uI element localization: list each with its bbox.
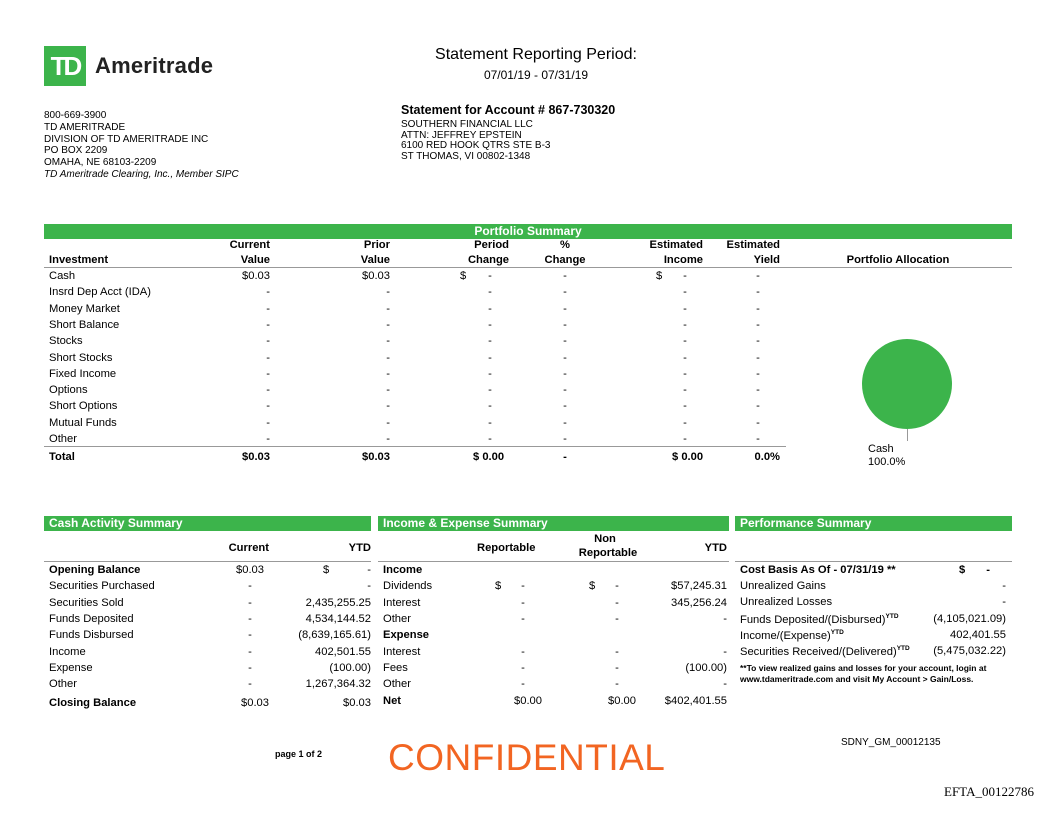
table-row-investment: Fixed Income (49, 367, 117, 380)
cash-row-ytd: 402,501.55 (315, 645, 371, 658)
portfolio-summary-title: Portfolio Summary (44, 224, 1012, 239)
income-row-label: Other (383, 678, 411, 691)
period-title: Statement Reporting Period: (435, 46, 637, 63)
total-est-yield: 0.0% (754, 451, 780, 463)
table-row-investment: Short Options (49, 400, 118, 413)
portfolio-allocation-pie (862, 339, 952, 429)
table-row-investment: Cash (49, 270, 76, 282)
cash-row-ytd: (100.00) (329, 661, 371, 674)
cash-row-label: Funds Deposited (49, 612, 134, 625)
table-cell-period-change: - (488, 416, 492, 429)
table-cell-period-symbol: $ (460, 270, 467, 282)
firm-line: OMAHA, NE 68103-2209 (44, 157, 157, 169)
table-cell-est-income: - (683, 351, 687, 364)
cash-row-current: - (248, 629, 252, 642)
cash-row-label: Securities Purchased (49, 580, 155, 593)
table-cell-current-value: - (266, 367, 270, 380)
period-range: 07/01/19 - 07/31/19 (483, 68, 589, 82)
table-cell-est-yield: - (756, 351, 760, 364)
col-period-1: Period (474, 239, 509, 251)
gain-loss-note-1: **To view realized gains and losses for your account, login at (740, 663, 987, 673)
table-row-investment: Money Market (49, 302, 120, 315)
income-row-ytd: - (723, 678, 727, 691)
income-row-label: Expense (383, 629, 430, 642)
cash-row-current: - (248, 678, 252, 691)
col-pct-2: Change (544, 254, 586, 266)
bates-efta: EFTA_00122786 (944, 784, 1034, 799)
gain-loss-note-2: www.tdameritrade.com and visit My Account > Gain/Loss. (740, 674, 974, 684)
col-est-income-1: Estimated (649, 239, 703, 251)
total-current: $0.03 (242, 451, 270, 463)
td-ameritrade-logo (44, 46, 213, 86)
performance-row-value: - (1002, 580, 1006, 592)
closing-label: Closing Balance (49, 697, 137, 709)
table-cell-est-yield: - (756, 400, 760, 413)
logo-wordmark: Ameritrade (95, 53, 214, 78)
table-cell-pct-change: - (563, 270, 567, 282)
divider (735, 561, 1012, 562)
cost-basis-value: - (986, 564, 990, 576)
col-current-1: Current (229, 239, 270, 251)
table-cell-current-value: - (266, 433, 270, 445)
table-cell-est-yield: - (756, 416, 760, 429)
cash-row-ytd: (8,639,165.61) (298, 629, 371, 642)
cost-basis-label: Cost Basis As Of - 07/31/19 ** (740, 564, 896, 576)
account-title: Statement for Account # 867-730320 (401, 103, 616, 117)
col-prior-2: Value (360, 254, 390, 266)
ytd-superscript: YTD (830, 628, 844, 636)
income-row-ytd: 345,256.24 (671, 596, 727, 609)
table-cell-pct-change: - (563, 318, 567, 331)
confidential-stamp: CONFIDENTIAL (388, 737, 666, 778)
firm-address-block (44, 110, 239, 181)
cash-row-ytd: 1,267,364.32 (305, 678, 371, 691)
total-pct-change: - (563, 451, 567, 463)
col-est-income-2: Income (663, 254, 703, 266)
total-est-income: $ 0.00 (672, 451, 704, 463)
table-cell-prior-value: - (386, 400, 390, 413)
account-address-block (401, 120, 551, 162)
table-row-investment: Stocks (49, 335, 83, 348)
col-est-yield-2: Yield (753, 254, 780, 266)
cash-row-label: Other (49, 678, 77, 691)
account-line: ATTN: JEFFREY EPSTEIN (401, 129, 522, 141)
table-cell-prior-value: - (386, 286, 390, 299)
cash-row-label: Expense (49, 661, 93, 674)
net-ytd: $402,401.55 (664, 695, 727, 707)
page-number: page 1 of 2 (275, 749, 323, 759)
firm-line: PO BOX 2209 (44, 145, 108, 157)
table-cell-prior-value: $0.03 (362, 270, 390, 282)
income-row-ytd: - (723, 612, 727, 625)
table-cell-current-value: - (266, 286, 270, 299)
cash-row-label: Opening Balance (49, 564, 141, 576)
performance-row-label: Unrealized Gains (740, 580, 826, 592)
cash-row-ytd: 4,534,144.52 (305, 612, 371, 625)
firm-line: DIVISION OF TD AMERITRADE INC (44, 133, 209, 145)
income-expense-title: Income & Expense Summary (378, 516, 729, 531)
table-row-investment: Mutual Funds (49, 416, 117, 429)
table-row-investment: Short Stocks (49, 351, 113, 364)
closing-ytd: $0.03 (343, 697, 371, 709)
cash-row-current: - (248, 661, 252, 674)
total-prior: $0.03 (362, 451, 390, 463)
table-cell-est-yield: - (756, 384, 760, 397)
income-row-nonreportable: - (615, 612, 619, 625)
table-cell-period-change: - (488, 286, 492, 299)
performance-row-label: Funds Deposited/(Disbursed)$^{YTD}$ (740, 612, 899, 626)
cash-row-current: - (248, 580, 252, 593)
income-row-reportable: - (521, 596, 525, 609)
divider (378, 561, 729, 562)
divider (44, 561, 371, 562)
table-row-investment: Insrd Dep Acct (IDA) (49, 286, 151, 299)
pie-leader-line (907, 429, 908, 441)
table-cell-pct-change: - (563, 286, 567, 299)
income-row-ytd: - (723, 645, 727, 658)
firm-line: TD AMERITRADE (44, 121, 126, 133)
table-cell-est-income: - (683, 318, 687, 331)
performance-row-value: (5,475,032.22) (933, 645, 1006, 658)
cash-activity-title: Cash Activity Summary (44, 516, 371, 531)
col-pct-1: % (560, 239, 570, 251)
table-cell-est-income: - (683, 335, 687, 348)
table-cell-est-income: - (683, 286, 687, 299)
table-cell-prior-value: - (386, 367, 390, 380)
table-cell-est-yield: - (756, 302, 760, 315)
performance-row-label: Securities Received/(Delivered)$^{YTD}$ (740, 645, 910, 659)
income-row-reportable: - (521, 580, 525, 593)
table-row-investment: Other (49, 433, 77, 445)
income-row-nonreportable: - (615, 661, 619, 674)
table-cell-pct-change: - (563, 335, 567, 348)
table-cell-period-change: - (488, 318, 492, 331)
income-row-label: Dividends (383, 580, 433, 593)
table-cell-est-yield: - (756, 433, 760, 445)
income-row-reportable: - (521, 661, 525, 674)
income-row-label: Fees (383, 661, 408, 674)
cash-row-current: $0.03 (236, 564, 264, 576)
cash-row-ytd: - (367, 564, 371, 576)
cost-basis-symbol: $ (959, 564, 966, 576)
table-cell-pct-change: - (563, 416, 567, 429)
total-label: Total (49, 451, 75, 463)
table-cell-est-income: - (683, 302, 687, 315)
income-row-nonreportable: - (615, 645, 619, 658)
income-row-reportable: - (521, 645, 525, 658)
cash-row-ytd: 2,435,255.25 (305, 596, 371, 609)
income-row-nonreportable-symbol: $ (589, 580, 596, 593)
table-cell-period-change: - (488, 302, 492, 315)
table-cell-est-yield: - (756, 367, 760, 380)
table-cell-prior-value: - (386, 433, 390, 445)
col-current-2: Value (240, 254, 270, 266)
table-cell-period-change: - (488, 351, 492, 364)
table-cell-period-change: - (488, 433, 492, 445)
table-cell-pct-change: - (563, 400, 567, 413)
table-cell-current-value: - (266, 384, 270, 397)
net-reportable: $0.00 (514, 695, 542, 707)
table-cell-prior-value: - (386, 318, 390, 331)
income-row-reportable: - (521, 678, 525, 691)
account-line: SOUTHERN FINANCIAL LLC (401, 119, 533, 130)
performance-row-label: Income/(Expense)$^{YTD}$ (740, 628, 844, 642)
table-cell-pct-change: - (563, 351, 567, 364)
inc-col-nonreportable-1: Non (594, 533, 616, 545)
ytd-superscript: YTD (896, 645, 910, 653)
net-label: Net (383, 695, 402, 707)
performance-row-label: Unrealized Losses (740, 596, 833, 609)
cash-row-label: Funds Disbursed (49, 629, 134, 642)
table-cell-income-symbol: $ (656, 270, 663, 282)
table-cell-prior-value: - (386, 335, 390, 348)
table-cell-est-yield: - (756, 286, 760, 299)
table-cell-prior-value: - (386, 416, 390, 429)
income-row-reportable: - (521, 612, 525, 625)
table-cell-period-change: - (488, 384, 492, 397)
income-row-ytd: (100.00) (685, 661, 727, 674)
income-row-nonreportable: - (615, 596, 619, 609)
income-row-nonreportable: - (615, 678, 619, 691)
cash-row-current: - (248, 612, 252, 625)
account-line: ST THOMAS, VI 00802-1348 (401, 150, 531, 162)
pie-label-percent: 100.0% (868, 455, 906, 468)
table-cell-prior-value: - (386, 302, 390, 315)
ytd-superscript: YTD (885, 612, 899, 620)
performance-row-value: 402,401.55 (950, 628, 1006, 641)
income-row-ytd: $57,245.31 (671, 580, 727, 593)
cash-row-label: Securities Sold (49, 596, 124, 609)
bates-sdny: SDNY_GM_00012135 (841, 737, 941, 748)
table-cell-period-change: - (488, 367, 492, 380)
col-prior-1: Prior (363, 239, 390, 251)
table-cell-period-change: - (488, 400, 492, 413)
col-portfolio-allocation: Portfolio Allocation (846, 254, 950, 266)
table-cell-pct-change: - (563, 433, 567, 445)
cash-row-label: Income (49, 645, 86, 658)
account-line: 6100 RED HOOK QTRS STE B-3 (401, 140, 551, 152)
performance-row-value: (4,105,021.09) (933, 612, 1006, 625)
col-est-yield-1: Estimated (726, 239, 780, 251)
table-cell-est-income: - (683, 416, 687, 429)
table-cell-pct-change: - (563, 302, 567, 315)
income-row-label: Other (383, 612, 411, 625)
cash-row-current: - (248, 645, 252, 658)
td-logo-mark: TD (44, 46, 86, 86)
divider (44, 267, 1012, 268)
table-cell-est-income: - (683, 433, 687, 445)
table-cell-current-value: $0.03 (242, 270, 270, 282)
table-cell-pct-change: - (563, 384, 567, 397)
col-investment: Investment (49, 254, 109, 266)
table-cell-current-value: - (266, 318, 270, 331)
table-cell-est-income: - (683, 367, 687, 380)
cash-row-current: - (248, 596, 252, 609)
table-cell-current-value: - (266, 416, 270, 429)
performance-summary-title: Performance Summary (735, 516, 1012, 531)
table-cell-period-change: - (488, 335, 492, 348)
table-cell-prior-value: - (386, 384, 390, 397)
table-cell-est-yield: - (756, 270, 760, 282)
table-cell-current-value: - (266, 400, 270, 413)
firm-sipc-line: TD Ameritrade Clearing, Inc., Member SIPC (44, 168, 239, 180)
table-row-investment: Short Balance (49, 318, 120, 331)
cash-col-current: Current (228, 542, 269, 554)
table-cell-est-income: - (683, 400, 687, 413)
table-cell-est-yield: - (756, 318, 760, 331)
col-period-2: Change (467, 254, 509, 266)
inc-col-nonreportable-2: Reportable (578, 547, 638, 559)
firm-line: 800-669-3900 (44, 110, 107, 121)
total-period-change: $ 0.00 (473, 451, 505, 463)
inc-col-reportable: Reportable (477, 542, 536, 554)
table-cell-current-value: - (266, 302, 270, 315)
table-cell-est-income: - (683, 384, 687, 397)
net-nonreportable: $0.00 (608, 695, 636, 707)
income-row-label: Interest (383, 596, 421, 609)
table-cell-est-yield: - (756, 335, 760, 348)
table-cell-current-value: - (266, 351, 270, 364)
income-row-label: Interest (383, 645, 421, 658)
closing-current: $0.03 (241, 697, 269, 709)
table-cell-est-income: - (683, 270, 687, 282)
table-row-investment: Options (49, 384, 88, 397)
pie-label (868, 443, 905, 468)
income-row-label: Income (383, 564, 423, 576)
divider (44, 446, 786, 447)
inc-col-ytd: YTD (704, 542, 727, 554)
table-cell-prior-value: - (386, 351, 390, 364)
table-cell-current-value: - (266, 335, 270, 348)
table-cell-period-change: - (488, 270, 492, 282)
cash-row-ytd-symbol: $ (323, 564, 330, 576)
cash-col-ytd: YTD (348, 542, 371, 554)
cash-row-ytd: - (367, 580, 371, 593)
table-cell-pct-change: - (563, 367, 567, 380)
income-row-reportable-symbol: $ (495, 580, 502, 593)
pie-label-name: Cash (868, 443, 894, 455)
income-row-nonreportable: - (615, 580, 619, 593)
performance-row-value: - (1002, 596, 1006, 609)
